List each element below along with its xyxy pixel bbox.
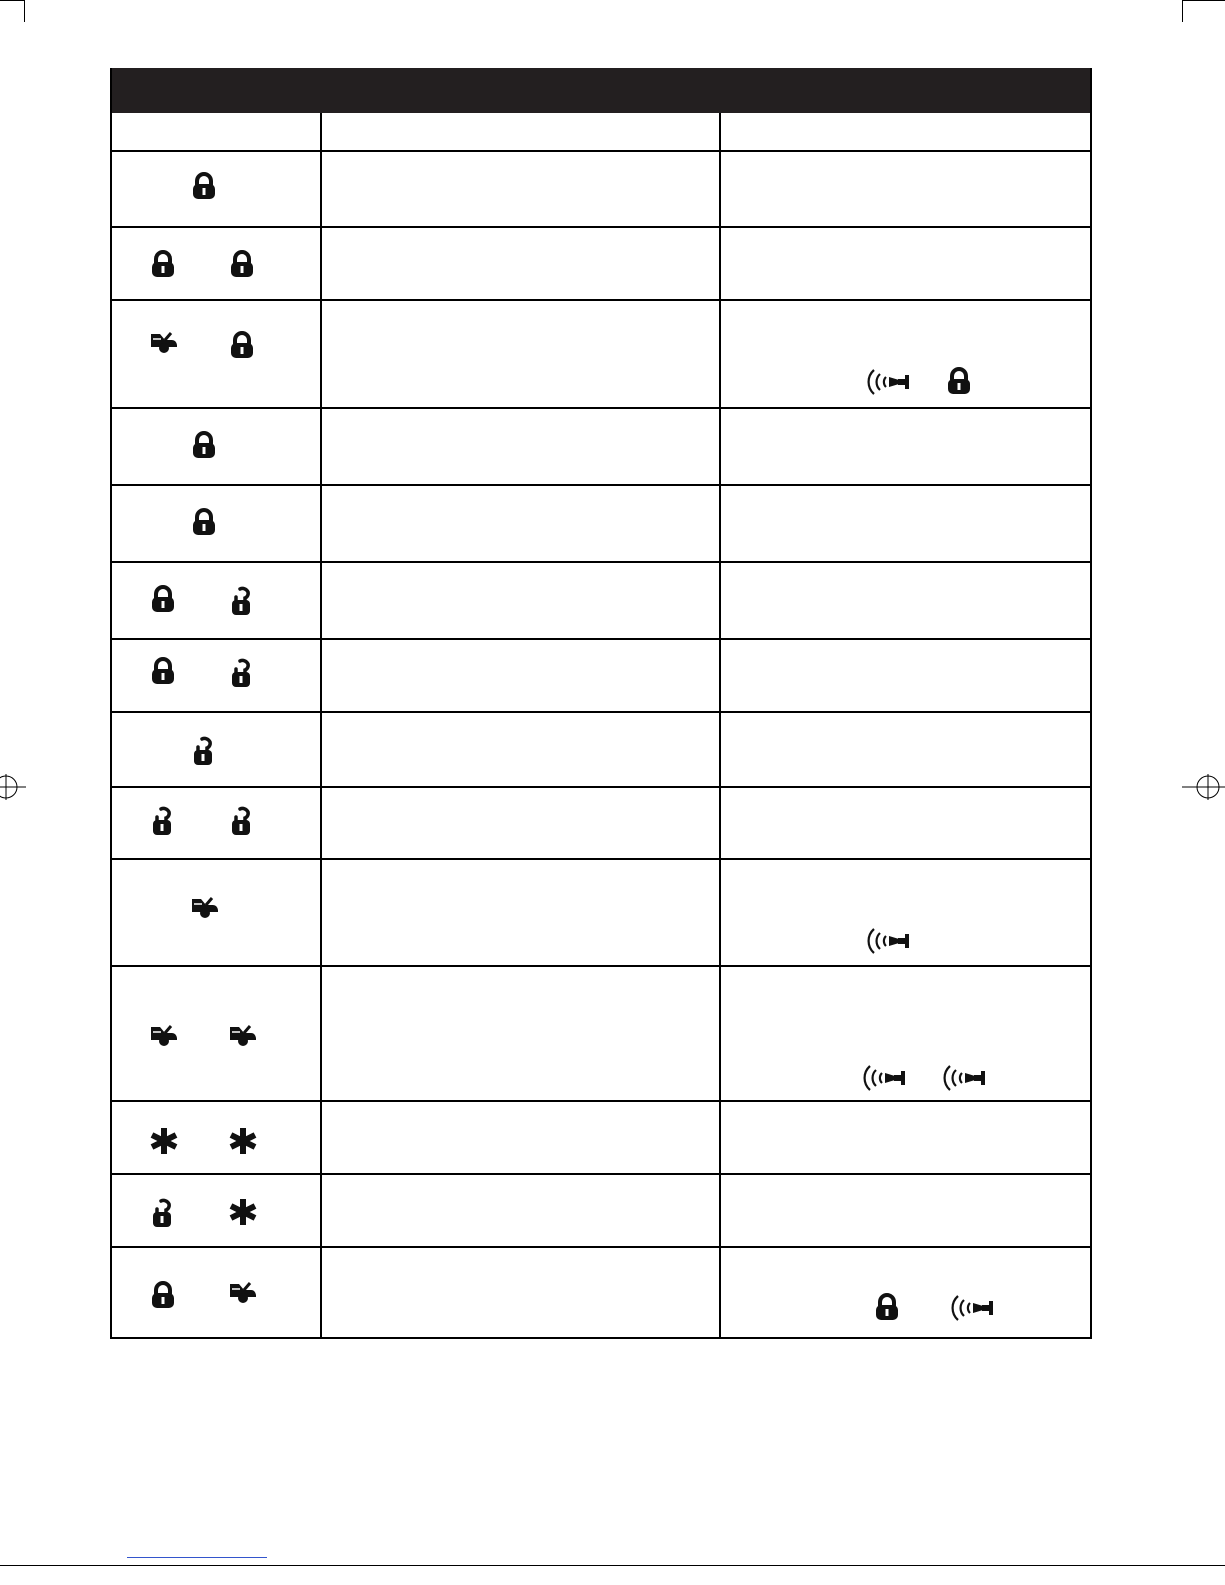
lock-icon: [149, 585, 177, 613]
table-row: [112, 150, 1090, 226]
siren-icon: [949, 1293, 997, 1323]
system-response-cell: [721, 967, 1090, 1100]
lock-icon: [190, 508, 218, 536]
table-row: [112, 858, 1090, 965]
table-row: [112, 786, 1090, 858]
system-response-cell: [721, 228, 1090, 299]
car-trunk-icon: [190, 896, 220, 920]
crop-mark-top-right-v: [1182, 0, 1183, 22]
function-description-cell: [322, 228, 721, 299]
column-header-function: [322, 113, 721, 150]
table-row: [112, 1100, 1090, 1173]
unlock-icon: [149, 1197, 177, 1229]
button-combination-cell: [112, 563, 322, 638]
asterisk-icon: [228, 1126, 258, 1156]
button-combination-cell: [112, 486, 322, 561]
system-response-cell: [721, 152, 1090, 226]
siren-icon: [865, 367, 913, 397]
registration-mark-left: [0, 770, 30, 804]
button-combination-cell: [112, 228, 322, 299]
function-description-cell: [322, 1248, 721, 1337]
car-trunk-icon: [149, 331, 179, 355]
lock-icon: [149, 657, 177, 685]
function-description-cell: [322, 860, 721, 965]
function-description-cell: [322, 409, 721, 484]
siren-icon: [861, 1063, 909, 1093]
lock-icon: [228, 331, 256, 359]
column-header-button: [112, 113, 322, 150]
button-combination-cell: [112, 788, 322, 858]
table-row: [112, 1173, 1090, 1246]
function-description-cell: [322, 152, 721, 226]
crop-mark-top-right-h: [1182, 0, 1225, 1]
function-description-cell: [322, 1175, 721, 1246]
system-response-cell: [721, 1175, 1090, 1246]
unlock-icon: [190, 735, 218, 767]
system-response-cell: [721, 640, 1090, 711]
crop-mark-top-left-h: [0, 0, 24, 1]
table-body: [112, 150, 1090, 1337]
function-description-cell: [322, 788, 721, 858]
lock-icon: [945, 367, 973, 395]
button-combination-cell: [112, 1175, 322, 1246]
crop-mark-bottom-line: [0, 1565, 1225, 1566]
table-row: [112, 226, 1090, 299]
table-row: [112, 407, 1090, 484]
table-row: [112, 638, 1090, 711]
lock-icon: [190, 172, 218, 200]
unlock-icon: [228, 585, 256, 617]
function-table: [110, 68, 1092, 1339]
button-combination-cell: [112, 713, 322, 786]
column-header-response: [721, 113, 1090, 150]
function-description-cell: [322, 640, 721, 711]
asterisk-icon: [228, 1197, 258, 1227]
asterisk-icon: [149, 1126, 179, 1156]
button-combination-cell: [112, 1248, 322, 1337]
unlock-icon: [149, 805, 177, 837]
function-description-cell: [322, 967, 721, 1100]
car-trunk-icon: [228, 1281, 258, 1305]
button-combination-cell: [112, 967, 322, 1100]
button-combination-cell: [112, 860, 322, 965]
button-combination-cell: [112, 152, 322, 226]
system-response-cell: [721, 563, 1090, 638]
table-row: [112, 1246, 1090, 1337]
button-combination-cell: [112, 640, 322, 711]
lock-icon: [149, 1281, 177, 1309]
function-description-cell: [322, 1102, 721, 1173]
lock-icon: [873, 1293, 901, 1321]
table-row: [112, 711, 1090, 786]
car-trunk-icon: [149, 1024, 179, 1048]
system-response-cell: [721, 860, 1090, 965]
system-response-cell: [721, 1102, 1090, 1173]
function-description-cell: [322, 301, 721, 407]
table-column-header-row: [112, 113, 1090, 150]
table-row: [112, 965, 1090, 1100]
crop-mark-top-left-v: [24, 0, 25, 22]
car-trunk-icon: [228, 1024, 258, 1048]
system-response-cell: [721, 1248, 1090, 1337]
system-response-cell: [721, 486, 1090, 561]
lock-icon: [228, 250, 256, 278]
table-title-bar: [112, 68, 1090, 113]
siren-icon: [865, 926, 913, 956]
lock-icon: [149, 250, 177, 278]
system-response-cell: [721, 301, 1090, 407]
registration-mark-right: [1182, 770, 1225, 804]
button-combination-cell: [112, 301, 322, 407]
unlock-icon: [228, 657, 256, 689]
function-description-cell: [322, 486, 721, 561]
system-response-cell: [721, 788, 1090, 858]
table-row: [112, 561, 1090, 638]
function-description-cell: [322, 563, 721, 638]
system-response-cell: [721, 409, 1090, 484]
button-combination-cell: [112, 409, 322, 484]
function-description-cell: [322, 713, 721, 786]
button-combination-cell: [112, 1102, 322, 1173]
lock-icon: [190, 431, 218, 459]
unlock-icon: [228, 805, 256, 837]
table-row: [112, 484, 1090, 561]
system-response-cell: [721, 713, 1090, 786]
table-row: [112, 299, 1090, 407]
siren-icon: [941, 1063, 989, 1093]
footer-link-underline: [127, 1557, 267, 1558]
